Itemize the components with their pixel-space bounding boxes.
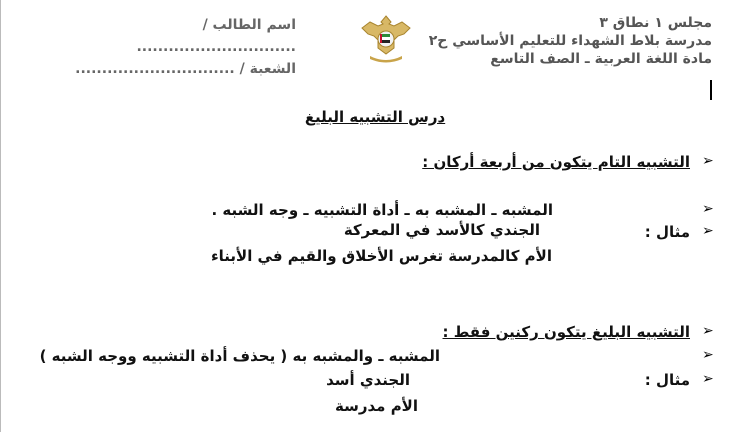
council-line: مجلس ١ نطاق ٣ xyxy=(599,15,712,31)
example-sentence: الجندي كالأسد في المعركة xyxy=(343,221,540,239)
list-item xyxy=(28,370,718,392)
student-name-dots: .............................. xyxy=(136,39,296,55)
subject-grade-line: مادة اللغة العربية ـ الصف التاسع xyxy=(490,51,712,67)
section-label: الشعبة / xyxy=(239,61,296,77)
list-item xyxy=(28,222,718,244)
eloquent-simile-heading: التشبيه البليغ يتكون ركنين فقط : xyxy=(442,323,690,341)
example-sentence: الأم مدرسة xyxy=(335,397,418,415)
eloquent-simile-parts: المشبه ـ والمشبه به ( يحذف أداة التشبيه ووجه الشبه ) xyxy=(39,347,440,365)
student-name-row xyxy=(66,14,296,58)
bullet-arrow-icon: ➢ xyxy=(702,371,714,387)
bullet-arrow-icon: ➢ xyxy=(702,201,714,217)
student-name-label: اسم الطالب / xyxy=(202,17,296,33)
example-sentence: الجندي أسد xyxy=(326,371,410,389)
text-cursor xyxy=(710,80,712,100)
student-info xyxy=(66,14,296,80)
bullet-arrow-icon: ➢ xyxy=(702,323,714,339)
bullet-arrow-icon: ➢ xyxy=(702,223,714,239)
example-label: مثال : xyxy=(644,223,690,241)
complete-simile-heading: التشبيه التام يتكون من أربعة أركان : xyxy=(422,153,690,171)
list-item xyxy=(28,200,718,222)
example-sentence: الأم كالمدرسة تغرس الأخلاق والقيم في الأبناء xyxy=(210,247,552,265)
list-item xyxy=(28,346,718,368)
bullet-arrow-icon: ➢ xyxy=(702,347,714,363)
uae-emblem-icon xyxy=(358,12,414,64)
example-label: مثال : xyxy=(644,371,690,389)
school-header xyxy=(392,14,712,68)
page-edge xyxy=(0,0,1,432)
list-item xyxy=(28,322,718,344)
lesson-title: درس التشبيه البليغ xyxy=(304,108,446,126)
list-item xyxy=(28,152,718,174)
bullet-arrow-icon: ➢ xyxy=(702,153,714,169)
section-dots: .............................. xyxy=(75,61,235,77)
section-row xyxy=(66,58,296,80)
complete-simile-parts: المشبه ـ المشبه به ـ أداة التشبيه ـ وجه الشبه . xyxy=(211,201,553,219)
school-name-line: مدرسة بلاط الشهداء للتعليم الأساسي ح٢ xyxy=(428,33,712,49)
